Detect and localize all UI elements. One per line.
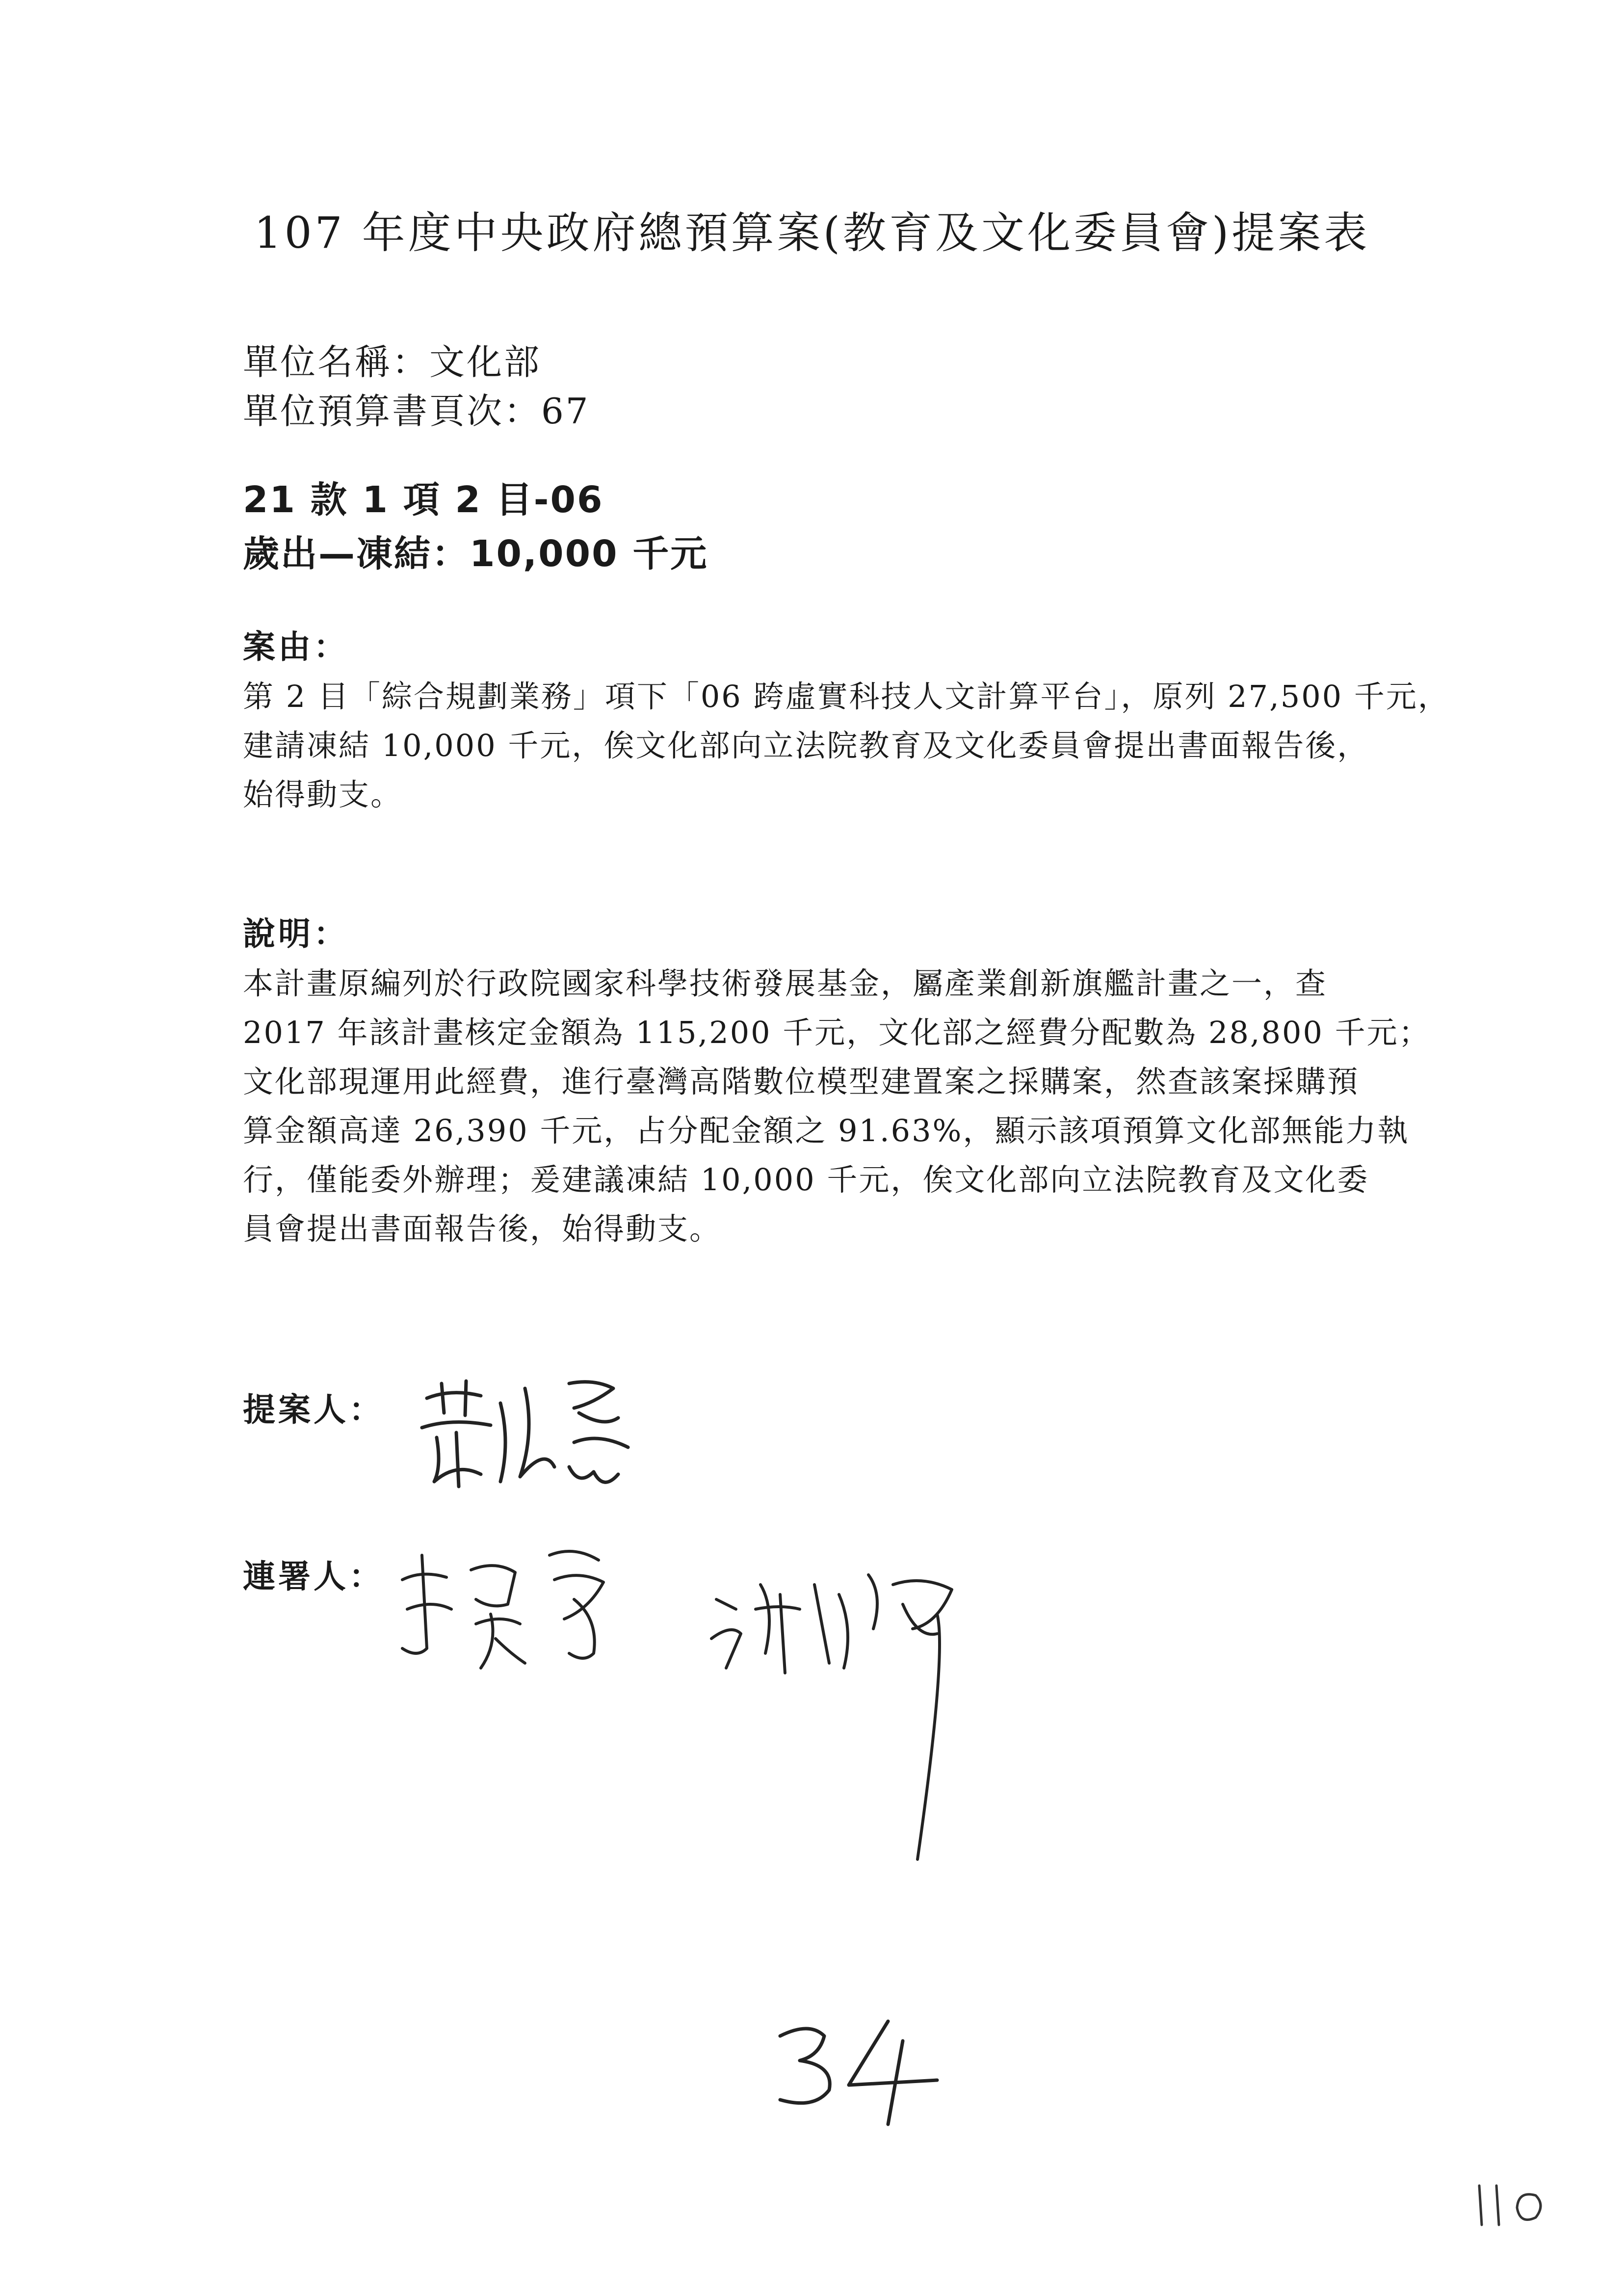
- reason-line: 始得動支。: [243, 777, 403, 812]
- explanation-heading: 說明：: [243, 915, 349, 953]
- cosigner-label: 連署人：: [243, 1558, 384, 1595]
- unit-name: 單位名稱：文化部: [243, 341, 542, 383]
- reason-line: 第 2 目「綜合規劃業務」項下「06 跨虛實科技人文計算平台」，原列 27,500 千元，: [243, 678, 1450, 714]
- document-title: 107 年度中央政府總預算案(教育及文化委員會)提案表: [254, 208, 1370, 258]
- proposer-label: 提案人：: [243, 1391, 384, 1429]
- corner-number-handwritten: [1467, 2178, 1555, 2232]
- explanation-line: 文化部現運用此經費，進行臺灣高階數位模型建置案之採購案，然查該案採購預: [243, 1064, 1360, 1099]
- explanation-line: 員會提出書面報告後，始得動支。: [243, 1211, 722, 1247]
- explanation-text: [243, 959, 1431, 1253]
- explanation-line: 行，僅能委外辦理；爰建議凍結 10,000 千元，俟文化部向立法院教育及文化委: [243, 1162, 1369, 1198]
- reason-line: 建請凍結 10,000 千元，俟文化部向立法院教育及文化委員會提出書面報告後，: [243, 728, 1369, 763]
- budget-page-reference: 單位預算書頁次：67: [243, 391, 590, 432]
- cosigner-signature-1: [393, 1536, 667, 1683]
- budget-item-code: 21 款 1 項 2 目-06: [243, 479, 604, 521]
- reason-text: [243, 672, 1450, 819]
- explanation-line: 2017 年該計畫核定金額為 115,200 千元，文化部之經費分配數為 28,800 千元；: [243, 1015, 1431, 1050]
- cosigner-signature-2: [707, 1555, 991, 1869]
- explanation-line: 算金額高達 26,390 千元，占分配金額之 91.63%，顯示該項預算文化部無能力執: [243, 1113, 1410, 1148]
- page-number-handwritten: [765, 2011, 952, 2129]
- reason-heading: 案由：: [243, 628, 349, 666]
- explanation-line: 本計畫原編列於行政院國家科學技術發展基金，屬產業創新旗艦計畫之一，查: [243, 965, 1328, 1001]
- frozen-amount: 歲出—凍結：10,000 千元: [243, 533, 708, 575]
- proposer-signature: [407, 1369, 702, 1496]
